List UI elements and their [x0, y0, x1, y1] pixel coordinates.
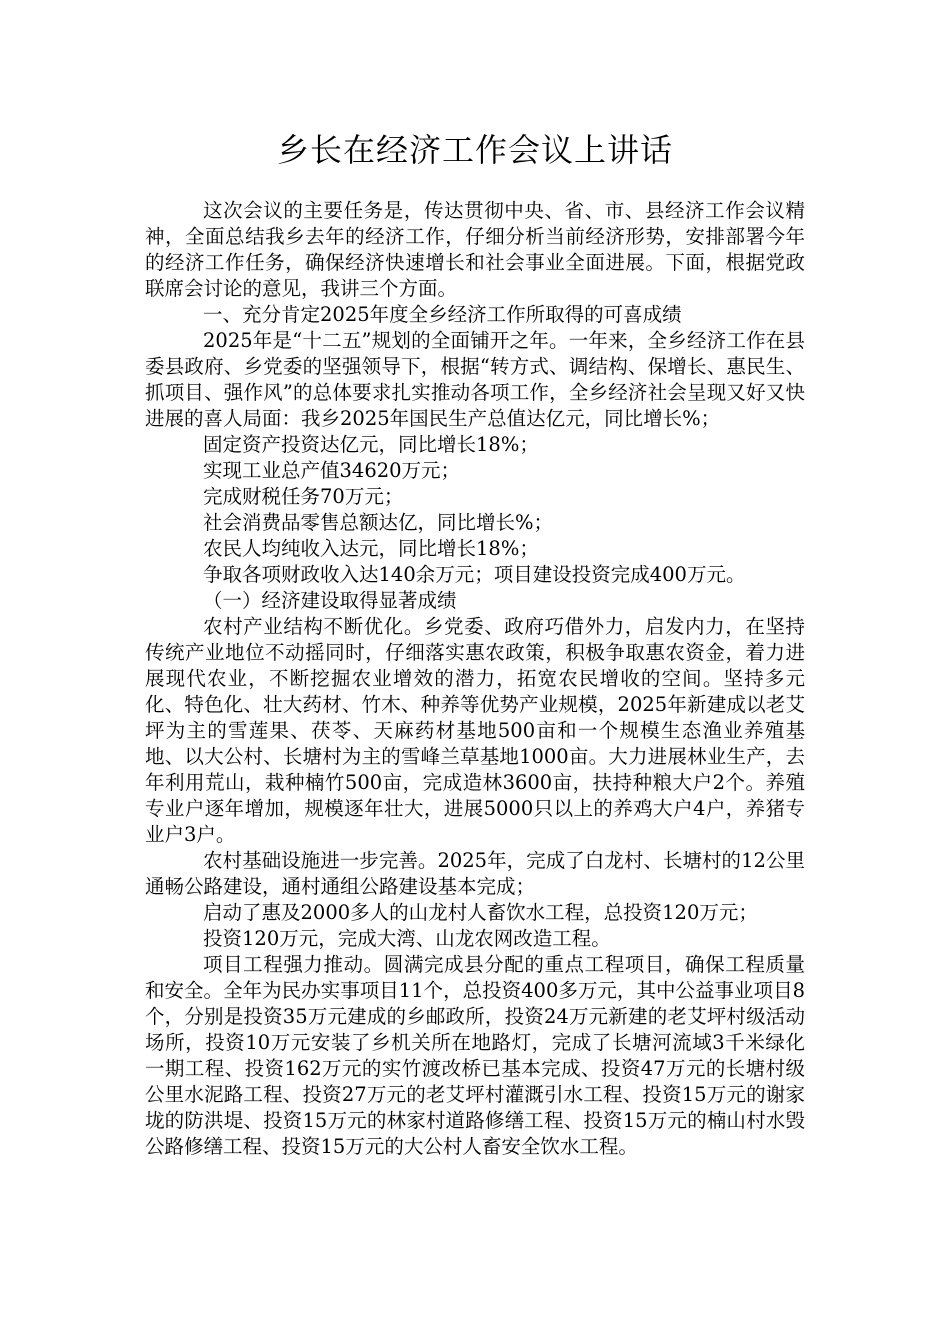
paragraph-fixed-investment: 固定资产投资达亿元，同比增长18%； — [203, 433, 539, 456]
paragraph-water-project: 启动了惠及2000多人的山龙村人畜饮水工程，总投资120万元； — [203, 901, 758, 924]
paragraph-projects: 项目工程强力推动。圆满完成县分配的重点工程项目，确保工程质量和安全。全年为民办实事项目11个，总投资400多万元，其中公益事业项目8个，分别是投资35万元建成的乡邮政所，投资24万元新建的老艾坪村级活动场所，投资10万元安装了乡机关所在地路灯，完成了长塘河流域3千米绿化一期工程、投资162万元的实竹渡改桥已基本完成、投资47万元的长塘村级公里水泥路工程、投资27万元的老艾坪村灌溉引水工程、投资15万元的谢家垅的防洪堤、投资15万元的林家村道路修缮工程、投资15万元的楠山村水毁公路修缮工程、投资15万元的大公村人畜安全饮水工程。 — [145, 953, 805, 1158]
document-body — [145, 198, 805, 1160]
paragraph-fiscal-revenue: 争取各项财政收入达140余万元；项目建设投资完成400万元。 — [203, 563, 746, 586]
paragraph-retail-sales: 社会消费品零售总额达亿，同比增长%； — [203, 511, 554, 534]
paragraph-farmer-income: 农民人均纯收入达元，同比增长18%； — [203, 537, 539, 560]
paragraph-intro: 这次会议的主要任务是，传达贯彻中央、省、市、县经济工作会议精神，全面总结我乡去年的经济工作，仔细分析当前经济形势，安排部署今年的经济工作任务，确保经济快速增长和社会事业全面进展。下面，根据党政联席会讨论的意见，我讲三个方面。 — [145, 199, 805, 300]
paragraph-industrial-output: 实现工业总产值34620万元； — [203, 459, 461, 482]
paragraph-2025-summary: 2025年是“十二五”规划的全面铺开之年。一年来，全乡经济工作在县委县政府、乡党委的坚强领导下，根据“转方式、调结构、保增长、惠民生、抓项目、强作风”的总体要求扎实推动各项工作，全乡经济社会呈现又好又快进展的喜人局面：我乡2025年国民生产总值达亿元，同比增长%； — [145, 329, 805, 430]
document-page — [145, 130, 805, 1160]
subsection-heading-1: （一）经济建设取得显著成绩 — [203, 589, 457, 612]
paragraph-industry-structure: 农村产业结构不断优化。乡党委、政府巧借外力，启发内力，在坚持传统产业地位不动摇同时，仔细落实惠农政策，积极争取惠农资金，着力进展现代农业，不断挖掘农业增效的潜力，拓宽农民增收的空间。坚持多元化、特色化、壮大药材、竹木、种养等优势产业规模，2025年新建成以老艾坪为主的雪莲果、茯苓、天麻药材基地500亩和一个规模生态渔业养殖基地、以大公村、长塘村为主的雪峰兰草基地1000亩。大力进展林业生产，去年利用荒山，栽种楠竹500亩，完成造林3600亩，扶持种粮大户2个。养殖专业户逐年增加，规模逐年壮大，进展5000只以上的养鸡大户4户，养猪专业户3户。 — [145, 615, 805, 846]
paragraph-grid-upgrade: 投资120万元，完成大湾、山龙农网改造工程。 — [203, 927, 611, 950]
section-heading-1: 一、充分肯定2025年度全乡经济工作所取得的可喜成绩 — [203, 303, 682, 326]
paragraph-infrastructure: 农村基础设施进一步完善。2025年，完成了白龙村、长塘村的12公里通畅公路建设，通村通组公路建设基本完成； — [145, 849, 805, 898]
document-title: 乡长在经济工作会议上讲话 — [276, 131, 673, 169]
paragraph-tax-task: 完成财税任务70万元； — [203, 485, 404, 508]
